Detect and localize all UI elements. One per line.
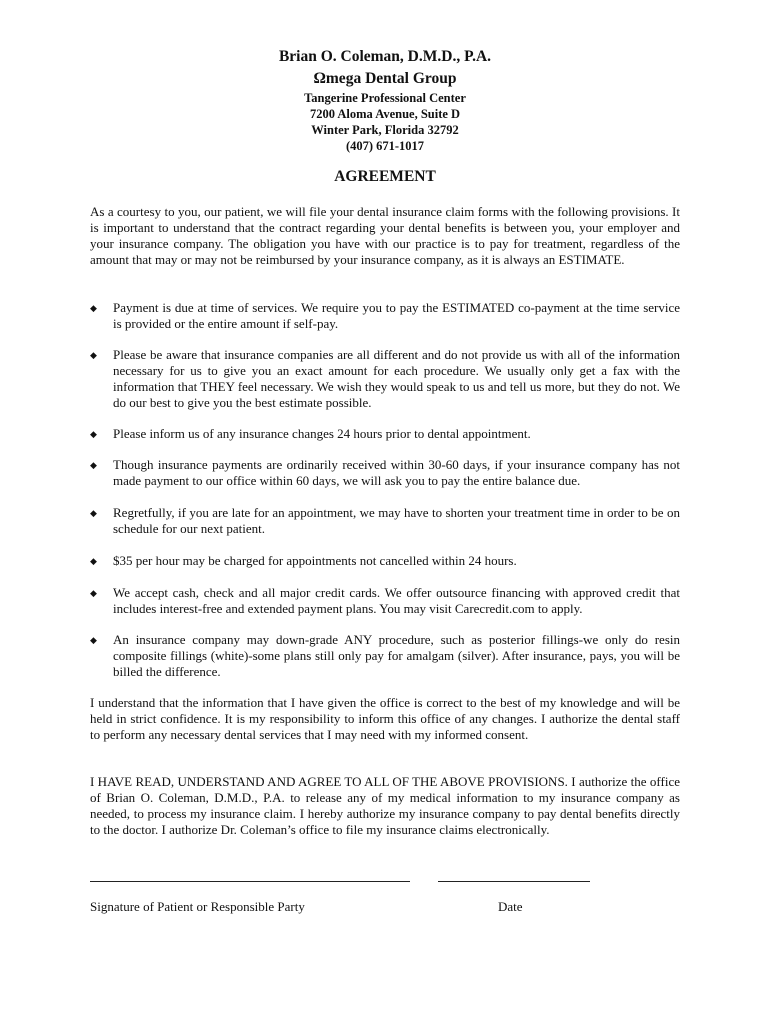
bullet-icon: ◆	[90, 635, 97, 645]
city-address: Winter Park, Florida 32792	[311, 123, 459, 137]
intro-paragraph: As a courtesy to you, our patient, we will file your dental insurance claim forms with the following provisions. It is important to understand that the contract regarding your dental benefits is between you, your employer and your insurance company. The obligation you have with our practice is to pay for treatment, regardless of the amount that may or may not be reimbursed by your insurance company, as it is always an ESTIMATE.	[90, 204, 680, 267]
date-label: Date	[498, 899, 523, 914]
list-item-text: Please be aware that insurance companies are all different and do not provide us with all of the information necessary for us to give you an exact amount for each procedure. We usually only get a fax with the information that THEY feel necessary. We wish they would speak to us and tell us more, but they do not. We do our best to give you the best estimate possible.	[113, 347, 680, 410]
center-name: Tangerine Professional Center	[304, 91, 466, 105]
consent-paragraph: I understand that the information that I have given the office is correct to the best of my knowledge and will be held in strict confidence. It is my responsibility to inform this office of any changes. I authorize the dental staff to perform any necessary dental services that I may need with my informed consent.	[90, 695, 680, 742]
list-item	[90, 505, 680, 537]
signature-line[interactable]	[90, 881, 410, 883]
list-item-text: Though insurance payments are ordinarily received within 30-60 days, if your insurance company has not made payment to our office within 60 days, we will ask you to pay the entire balance due.	[113, 457, 680, 488]
signature-label: Signature of Patient or Responsible Party	[90, 899, 305, 914]
authorization-paragraph: I HAVE READ, UNDERSTAND AND AGREE TO ALL OF THE ABOVE PROVISIONS. I authorize the office of Brian O. Coleman, D.M.D., P.A. to release any of my medical information to my insurance company as needed, to process my insurance claim. I hereby authorize my insurance company to pay dental benefits directly to the doctor. I authorize Dr. Coleman’s office to file my insurance claims electronically.	[90, 774, 680, 837]
list-item	[90, 300, 680, 332]
practice-name: Brian O. Coleman, D.M.D., P.A.	[278, 48, 492, 65]
phone-number: (407) 671-1017	[345, 139, 425, 153]
bullet-icon: ◆	[90, 429, 97, 439]
bullet-icon: ◆	[90, 556, 97, 566]
bullet-icon: ◆	[90, 350, 97, 360]
bullet-icon: ◆	[90, 460, 97, 470]
list-item-text: Please inform us of any insurance changes 24 hours prior to dental appointment.	[113, 426, 531, 441]
date-line[interactable]	[438, 881, 590, 883]
list-item	[90, 632, 680, 680]
document-title: AGREEMENT	[334, 168, 436, 185]
bullet-icon: ◆	[90, 303, 97, 313]
list-item-text: We accept cash, check and all major credit cards. We offer outsource financing with approved credit that includes interest-free and extended payment plans. You may visit Carecredit.com to apply.	[113, 585, 680, 616]
list-item	[90, 585, 680, 617]
bullet-icon: ◆	[90, 588, 97, 598]
list-item-text: $35 per hour may be charged for appointments not cancelled within 24 hours.	[113, 553, 517, 568]
street-address: 7200 Aloma Avenue, Suite D	[309, 107, 461, 121]
list-item	[90, 426, 680, 442]
group-name: Ωmega Dental Group	[313, 70, 457, 87]
bullet-icon: ◆	[90, 508, 97, 518]
list-item	[90, 553, 680, 569]
letterhead	[0, 46, 770, 154]
list-item-text: An insurance company may down-grade ANY procedure, such as posterior fillings-we only do resin composite fillings (white)-some plans still only pay for amalgam (silver). After insurance, pays, you will be billed the difference.	[113, 632, 680, 679]
list-item	[90, 347, 680, 411]
list-item-text: Payment is due at time of services. We require you to pay the ESTIMATED co-payment at the time service is provided or the entire amount if self-pay.	[113, 300, 680, 331]
list-item	[90, 457, 680, 489]
list-item-text: Regretfully, if you are late for an appointment, we may have to shorten your treatment time in order to be on schedule for our next patient.	[113, 505, 680, 536]
